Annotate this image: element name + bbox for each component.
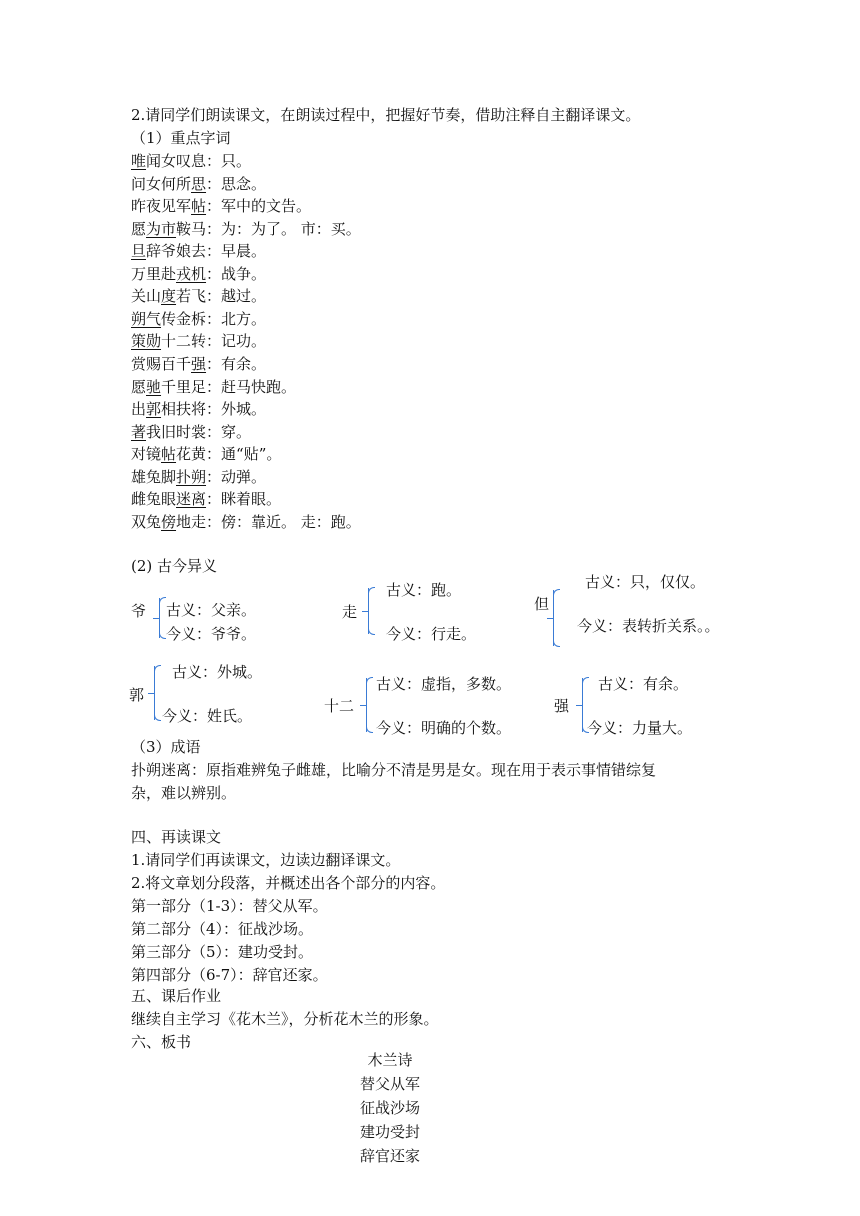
key-word-entry <box>131 241 266 261</box>
key-word-underlined: 度 <box>161 287 177 306</box>
idiom-heading: （3）成语 <box>131 738 201 756</box>
key-word-entry <box>131 331 266 351</box>
key-word-underlined: 扑朔 <box>176 467 207 486</box>
key-word-underlined: 朔气 <box>131 309 162 328</box>
key-word-text: 出 <box>131 400 147 419</box>
key-word-entry <box>131 309 266 329</box>
blackboard-title: 木兰诗 <box>367 1051 413 1069</box>
key-word-gloss: ：有余。 <box>206 355 267 373</box>
brace-guo <box>154 666 155 720</box>
key-word-underlined: 为市 <box>146 219 177 238</box>
ancient-meaning-dan: 古义：只，仅仅。 <box>585 573 706 591</box>
key-word-text: 雄兔脚 <box>131 467 177 486</box>
key-word-underlined: 帖 <box>161 445 177 464</box>
key-word-underlined: 强 <box>191 355 207 373</box>
section-4-item: 第三部分（5）：建功受封。 <box>131 943 314 961</box>
brace-zou <box>368 588 369 634</box>
key-word-text: 问女何所 <box>131 174 192 193</box>
idiom-text-line-1: 扑朔迷离：原指难辨兔子雌雄，比喻分不清是男是女。现在用于表示事情错综复 <box>131 761 657 779</box>
key-word-underlined: 戎机 <box>176 264 207 283</box>
blackboard-line: 替父从军 <box>359 1075 420 1093</box>
brace-nub <box>153 618 159 619</box>
key-word-text: 愿 <box>131 219 147 238</box>
key-word-underlined: 傍 <box>161 512 177 531</box>
key-word-entry <box>131 444 281 464</box>
ancient-meaning-guo: 古义：外城。 <box>172 663 263 681</box>
ancient-meaning-zou: 古义：跑。 <box>386 581 462 599</box>
brace-nub <box>360 705 366 706</box>
key-word-underlined: 帖 <box>191 197 207 216</box>
key-word-underlined: 思 <box>191 174 207 193</box>
key-word-gloss: ：思念。 <box>206 174 267 193</box>
key-word-text: 雌兔眼 <box>131 490 177 509</box>
key-word-underlined: 旦 <box>131 242 147 261</box>
key-word-text: 关山 <box>131 287 162 306</box>
key-word-gloss: 若飞：越过。 <box>176 287 267 306</box>
brace-dan <box>553 590 554 646</box>
key-word-entry <box>131 196 311 216</box>
idiom-text-line-2: 杂，难以辨别。 <box>131 784 237 802</box>
brace-nub <box>547 618 553 619</box>
key-word-entry <box>131 286 266 306</box>
key-word-underlined: 郭 <box>146 400 162 419</box>
section-4-item: 第二部分（4）：征战沙场。 <box>131 920 314 938</box>
key-word-gloss: 鞍马：为：为了。 市：买。 <box>176 219 361 238</box>
section-4-heading: 四、再读课文 <box>131 828 222 846</box>
term-zou: 走 <box>342 603 358 621</box>
modern-meaning-zou: 今义：行走。 <box>386 625 477 643</box>
section-4-item: 2.将文章划分段落，并概述出各个部分的内容。 <box>131 874 446 892</box>
term-shier: 十二 <box>324 697 355 715</box>
key-word-gloss: 千里足：赶马快跑。 <box>161 377 297 396</box>
key-word-entry <box>131 467 266 487</box>
key-word-gloss: ：军中的文告。 <box>206 197 312 216</box>
key-word-entry <box>131 489 281 509</box>
intro-line: 2.请同学们朗读课文，在朗读过程中，把握好节奏，借助注释自主翻译课文。 <box>131 106 641 124</box>
ancient-meaning-shier: 古义：虚指，多数。 <box>376 675 512 693</box>
key-word-text: 赏赐百千 <box>131 355 192 373</box>
key-word-underlined: 策勋 <box>131 332 162 351</box>
section-5-text: 继续自主学习《花木兰》，分析花木兰的形象。 <box>131 1010 439 1028</box>
section-4-item: 第一部分（1-3）：替父从军。 <box>131 897 328 915</box>
key-word-text: 昨夜见军 <box>131 197 192 216</box>
key-word-gloss: 我旧时裳：穿。 <box>146 422 252 441</box>
blackboard-line: 辞官还家 <box>359 1147 420 1165</box>
key-word-gloss: 十二转：记功。 <box>161 332 267 351</box>
key-word-entry <box>131 151 251 171</box>
brace-qiang <box>582 678 583 732</box>
key-word-text: 万里赴 <box>131 264 177 283</box>
brace-nub <box>362 611 368 612</box>
key-word-text: 愿 <box>131 377 147 396</box>
brace-ye <box>159 598 160 638</box>
key-word-underlined: 驰 <box>146 377 162 396</box>
key-word-underlined: 唯 <box>131 152 147 170</box>
key-word-underlined: 迷离 <box>176 490 207 509</box>
modern-meaning-qiang: 今义：力量大。 <box>587 719 693 737</box>
modern-meaning-dan: 今义：表转折关系。。 <box>577 617 720 635</box>
section-4-item: 1.请同学们再读课文，边读边翻译课文。 <box>131 851 401 869</box>
key-word-entry <box>131 354 266 374</box>
term-qiang: 强 <box>554 697 570 715</box>
blackboard-line: 征战沙场 <box>359 1099 420 1117</box>
blackboard-line: 建功受封 <box>359 1123 420 1141</box>
key-word-underlined: 著 <box>131 422 147 441</box>
key-word-gloss: 地走：傍：靠近。 走：跑。 <box>176 512 361 531</box>
key-word-entry <box>131 264 266 284</box>
ancient-meaning-qiang: 古义：有余。 <box>598 675 689 693</box>
modern-meaning-guo: 今义：姓氏。 <box>162 707 253 725</box>
key-word-gloss: 辞爷娘去：早晨。 <box>146 242 267 261</box>
key-word-entry <box>131 512 361 532</box>
term-ye: 爷 <box>131 602 147 620</box>
brace-shier <box>366 678 367 732</box>
modern-meaning-ye: 今义：爷爷。 <box>166 625 257 643</box>
key-word-entry <box>131 219 361 239</box>
term-guo: 郭 <box>129 686 145 704</box>
key-word-entry <box>131 422 251 442</box>
key-word-gloss: 花黄：通“贴”。 <box>176 445 282 464</box>
key-word-gloss: 闻女叹息：只。 <box>146 152 252 170</box>
section-6-heading: 六、板书 <box>131 1033 192 1051</box>
modern-meaning-shier: 今义：明确的个数。 <box>376 719 512 737</box>
key-word-entry <box>131 174 266 194</box>
key-word-gloss: 传金柝：北方。 <box>161 309 267 328</box>
key-word-text: 对镜 <box>131 445 162 464</box>
key-word-entry <box>131 377 296 397</box>
key-word-gloss: ：战争。 <box>206 264 267 283</box>
key-word-text: 双兔 <box>131 512 162 531</box>
key-word-gloss: 相扶将：外城。 <box>161 400 267 419</box>
key-word-gloss: ：眯着眼。 <box>206 490 282 509</box>
term-dan: 但 <box>534 595 550 613</box>
key-word-entry <box>131 399 266 419</box>
brace-nub <box>576 705 582 706</box>
ancient-modern-heading: (2) 古今异义 <box>131 557 218 575</box>
section-5-heading: 五、课后作业 <box>131 987 222 1005</box>
section-4-item: 第四部分（6-7）：辞官还家。 <box>131 966 328 984</box>
key-word-gloss: ：动弹。 <box>206 467 267 486</box>
ancient-meaning-ye: 古义：父亲。 <box>166 601 257 619</box>
brace-nub <box>148 693 154 694</box>
key-words-heading: （1）重点字词 <box>131 129 231 147</box>
